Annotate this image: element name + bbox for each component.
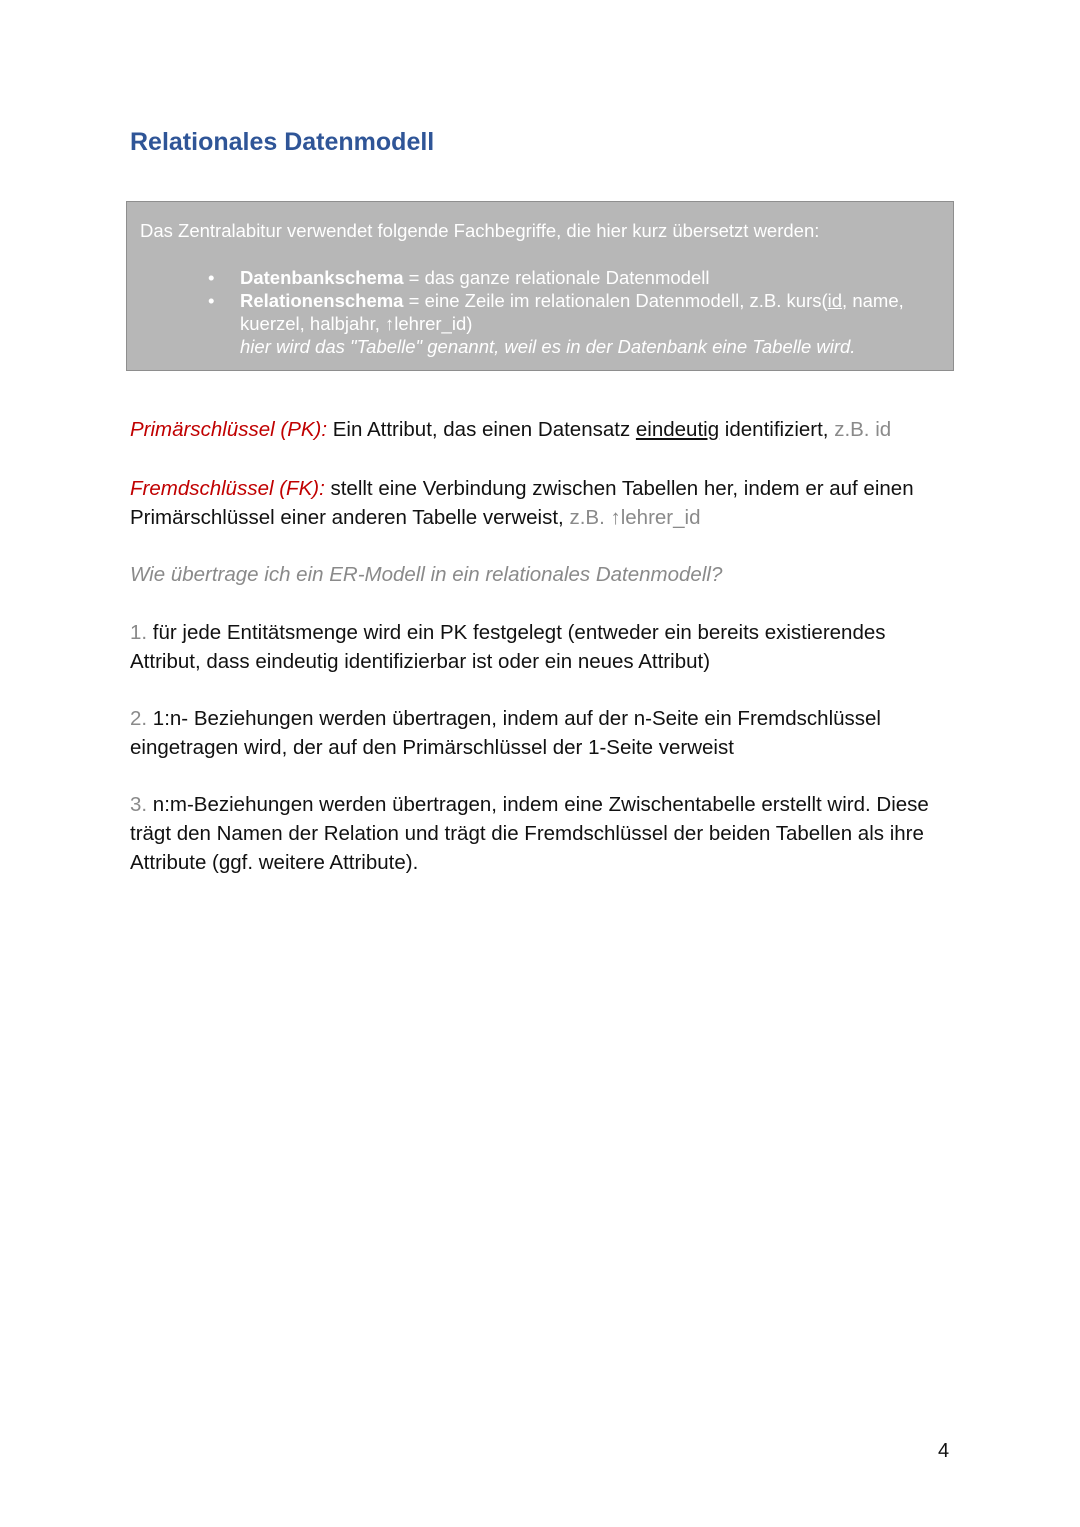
term-definition: = eine Zeile im relationalen Datenmodell, z.B. kurs( — [403, 290, 828, 311]
step-text: n:m-Beziehungen werden übertragen, indem eine Zwischentabelle erstellt wird. Diese trägt den Namen der Relation und trägt die Fremdschlüssel der beiden Tabellen als ihre Attribute (ggf. weitere Attribute). — [130, 793, 929, 874]
term-relationenschema: Relationenschema — [240, 290, 404, 311]
step-text: 1:n- Beziehungen werden übertragen, indem auf der n-Seite ein Fremdschlüssel eingetragen wird, der auf den Primärschlüssel der 1-Seite verweist — [130, 707, 881, 759]
step-number: 3. — [130, 793, 148, 816]
step-2 — [130, 704, 950, 762]
page-title: Relationales Datenmodell — [130, 128, 435, 156]
list-item — [240, 289, 940, 358]
info-intro: Das Zentralabitur verwendet folgende Fachbegriffe, die hier kurz übersetzt werden: — [140, 220, 820, 241]
question: Wie übertrage ich ein ER-Modell in ein relationales Datenmodell? — [130, 563, 723, 586]
term-list — [240, 266, 940, 358]
foreign-key-term: Fremdschlüssel (FK): — [130, 477, 325, 500]
term-note: hier wird das "Tabelle" genannt, weil es in der Datenbank eine Tabelle wird. — [240, 336, 856, 357]
primary-key-text: Ein Attribut, das einen Datensatz — [327, 418, 636, 441]
step-number: 2. — [130, 707, 148, 730]
foreign-key-example: z.B. ↑lehrer_id — [569, 506, 701, 529]
primary-key-text-end: identifiziert, — [719, 418, 835, 441]
step-3 — [130, 790, 950, 877]
step-number: 1. — [130, 621, 148, 644]
foreign-key-text: stellt eine Verbindung zwischen Tabellen her, indem er auf einen Primärschlüssel einer anderen Tabelle verweist, — [130, 477, 914, 529]
term-datenbankschema: Datenbankschema — [240, 267, 404, 288]
list-item — [240, 266, 940, 289]
step-1 — [130, 618, 950, 676]
step-text: für jede Entitätsmenge wird ein PK festgelegt (entweder ein bereits existierendes Attribut, dass eindeutig identifizierbar ist oder ein neues Attribut) — [130, 621, 886, 673]
foreign-key-definition — [130, 474, 950, 532]
primary-key-definition — [130, 415, 950, 444]
primary-key-example: z.B. id — [834, 418, 892, 441]
primary-key-example: id — [827, 290, 843, 311]
info-box — [126, 201, 954, 371]
term-definition-rest: , name, kuerzel, halbjahr, ↑lehrer_id) — [240, 290, 904, 334]
primary-key-term: Primärschlüssel (PK): — [130, 418, 328, 441]
primary-key-underlined: eindeutig — [635, 418, 720, 441]
page-number: 4 — [938, 1440, 950, 1462]
term-definition: = das ganze relationale Datenmodell — [403, 267, 710, 288]
